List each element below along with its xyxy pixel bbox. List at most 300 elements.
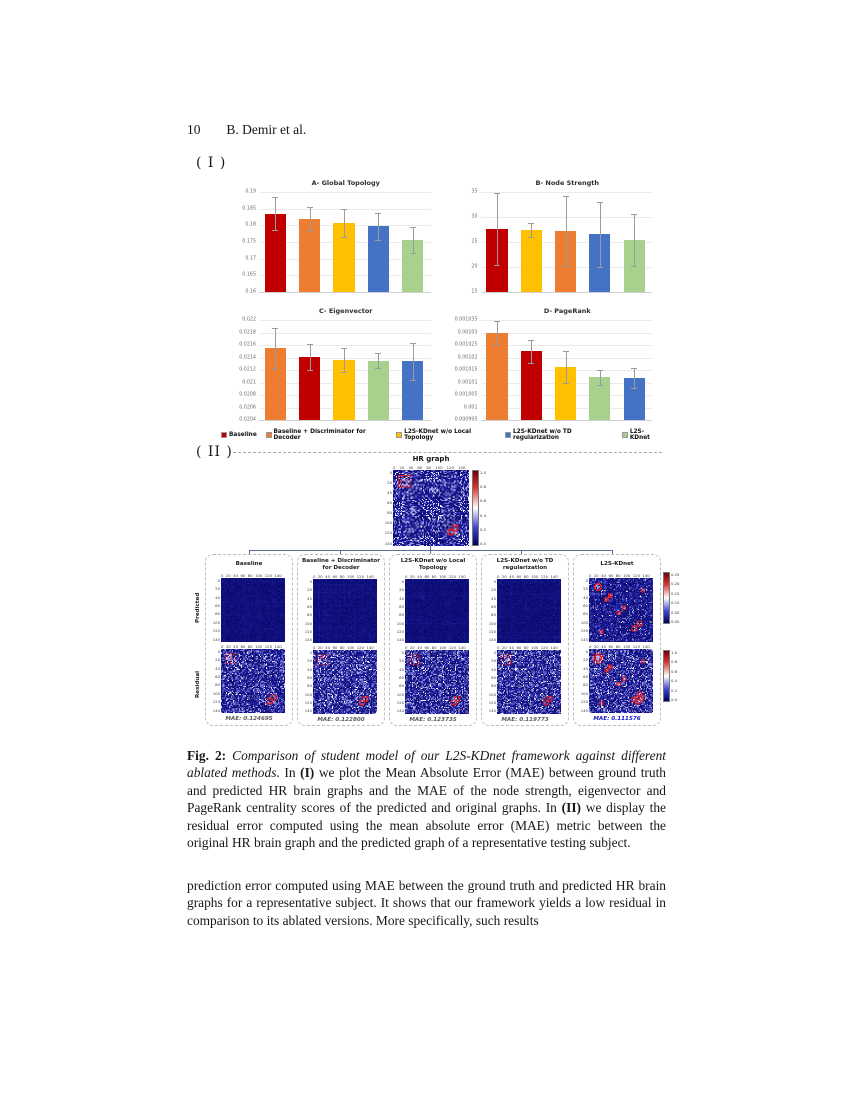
tick-label: 140 [458,573,466,579]
figure-caption [187,747,666,852]
tick-label: 0 [585,649,588,654]
tick-label: 40 [583,665,588,671]
chart-plot-area [242,189,431,295]
tick-label: 20 [387,480,392,486]
residual-heatmap [581,643,653,713]
tick-label: 100 [623,573,631,578]
error-bar-cap [563,196,569,197]
bar-2 [521,230,542,292]
y-tick-label: 0.175 [242,239,256,245]
predicted-matrix [589,578,653,642]
error-bar-cap [272,369,278,370]
colorbar-tick-label: 0.2 [671,687,678,693]
tick-label: 60 [608,573,614,578]
tick-label: 140 [550,573,558,579]
gridline [259,420,431,421]
error-bar-cap [410,380,416,381]
error-bar-cap [410,343,416,344]
gridline [259,192,431,193]
error-bar-cap [272,230,278,231]
hr-graph-heatmap [384,464,469,546]
heatmap-y-ticks [581,649,589,713]
tick-label: 100 [347,644,355,650]
error-bar-cap [494,265,500,266]
gridline [481,292,653,293]
tick-label: 100 [304,691,312,697]
y-tick-label: 0.001025 [454,342,478,348]
tick-label: 40 [325,644,331,650]
y-tick-label: 0.0216 [239,342,256,348]
error-bar-cap [563,383,569,384]
residual-matrix [221,649,285,713]
tick-label: 20 [399,587,404,593]
tick-label: 140 [212,636,220,642]
tick-label: 0 [401,578,404,584]
tick-label: 60 [583,603,588,609]
method-column-title: L2S-KDnet [600,561,634,567]
page-number: 10 [187,122,201,137]
tick-label: 140 [274,644,282,649]
y-tick-label: 0.022 [242,317,256,323]
tick-label: 100 [580,690,588,696]
caption-segment: (II) [561,800,581,816]
hr-graph-matrix [393,470,469,546]
tick-label: 60 [583,674,588,680]
colorbar-tick-label: 0.05 [671,609,680,615]
error-bar-cap [375,240,381,241]
error-bar [413,343,414,381]
tick-label: 100 [255,573,263,578]
tick-label: 80 [491,683,496,689]
hr-graph-title: HR graph [412,455,450,463]
tick-label: 140 [642,573,650,578]
caption-segment: (I) [300,765,315,781]
error-bar [310,344,311,370]
tick-label: 40 [408,465,414,470]
error-bar [378,213,379,240]
tick-label: 60 [387,500,392,506]
residual-heatmap [489,644,561,714]
tick-label: 60 [608,644,614,649]
error-bar-cap [494,344,500,345]
error-bar [600,370,601,385]
error-bar-cap [631,368,637,369]
tick-label: 40 [215,594,220,600]
error-bar-cap [631,214,637,215]
tick-label: 140 [488,708,496,714]
legend-item-4 [505,429,613,441]
error-bar-cap [563,351,569,352]
tick-label: 140 [488,637,496,643]
residual-heatmap [213,643,285,713]
tick-label: 80 [583,611,588,617]
tick-label: 100 [623,644,631,649]
residual-colorbar [663,650,679,702]
tick-label: 80 [583,682,588,688]
tick-label: 20 [307,658,312,664]
colorbar-tick-label: 1.0 [480,470,487,475]
tick-label: 60 [215,603,220,609]
chart-node-strength [443,176,663,300]
error-bar-cap [341,237,347,238]
tick-label: 140 [580,707,588,713]
y-tick-label: 0.17 [245,256,256,262]
tick-label: 0 [585,578,588,583]
part2-dashed-separator [233,452,662,453]
predicted-colorbar-gradient [663,572,670,624]
legend-label: L2S-KDnet [629,429,650,441]
tick-label: 0 [221,644,224,649]
heatmap-y-ticks [305,650,313,714]
tick-label: 80 [431,573,437,579]
tick-label: 0 [493,578,496,584]
error-bar [413,227,414,254]
chart-plot-area [471,189,653,295]
chart-title: B- Node Strength [535,179,600,187]
tick-label: 20 [215,657,220,663]
tick-label: 20 [583,657,588,663]
colorbar-tick-label: 0.4 [671,678,678,684]
bar-chart-grid [221,176,662,428]
method-column-title: Baseline + Discriminator for Decoder [301,558,380,571]
tick-label: 0 [309,578,312,584]
tick-label: 20 [593,573,599,578]
residual-heatmap [305,644,377,714]
tick-label: 100 [531,644,539,650]
tick-label: 20 [501,573,507,579]
hr-colorbar-gradient [472,470,479,546]
error-bar-cap [631,388,637,389]
tick-label: 120 [448,573,457,579]
tick-label: 140 [457,465,466,470]
chart-title: D- PageRank [543,307,591,315]
gridline [481,192,653,193]
gridline [259,320,431,321]
tick-label: 120 [396,700,404,706]
colorbar-tick-label: 0.00 [671,618,680,624]
tick-label: 80 [399,683,404,689]
tick-label: 80 [339,644,345,650]
tick-label: 120 [304,700,312,706]
gridline [259,345,431,346]
y-tick-label: 35 [471,189,478,195]
tick-label: 0 [589,573,592,578]
error-bar [497,193,498,265]
error-bar [378,353,379,368]
tick-label: 120 [212,699,220,705]
error-bar [344,348,345,372]
error-bar [344,209,345,237]
y-tick-label: 0.0206 [239,405,256,410]
mae-value: MAE: 0.119773 [501,716,549,723]
tick-label: 100 [212,619,220,625]
error-bar-cap [341,209,347,210]
error-bar [566,351,567,384]
colorbar-tick-label: 0.0 [480,540,487,546]
tick-label: 80 [426,465,432,470]
chart-pagerank [443,304,663,428]
running-head-authors: B. Demir et al. [226,122,307,137]
error-bar-cap [341,372,347,373]
tick-label: 120 [356,573,365,579]
error-bar [634,214,635,266]
caption-segment: we plot the Mean Absolute Error (MAE) between ground truth and predicted HR brain graphs and the MAE of the node strength, eigenvector and PageRank centrality scores of the predicted and original graphs. In [187,765,666,816]
tick-label: 140 [642,644,650,649]
colorbar-tick-label: 0.6 [480,498,487,504]
tick-label: 80 [615,644,621,649]
y-tick-label: 0.001035 [454,317,478,323]
colorbar-tick-label: 0.8 [480,484,487,490]
error-bar-cap [563,266,569,267]
tick-label: 140 [366,644,374,650]
y-tick-label: 30 [471,214,478,220]
tick-label: 80 [523,644,529,650]
error-bar-cap [410,227,416,228]
error-bar [531,223,532,237]
tick-label: 20 [491,658,496,664]
predicted-heatmap [213,572,285,642]
tick-label: 0 [393,465,396,470]
method-column-4 [481,554,569,726]
tick-label: 140 [550,644,558,650]
y-tick-label: 0.19 [245,189,256,195]
tick-label: 20 [399,465,405,470]
error-bar-cap [494,193,500,194]
error-bar [531,340,532,363]
tick-label: 20 [593,644,599,649]
figure-part1-label: ( I ) [196,155,227,171]
tick-label: 80 [387,510,392,516]
error-bar-cap [272,328,278,329]
tick-label: 80 [339,573,345,579]
tick-label: 120 [580,699,588,705]
y-tick-label: 0.185 [242,206,256,212]
comparison-panel [205,554,661,726]
tick-label: 60 [307,675,312,681]
caption-segment: Fig. 2: [187,748,233,763]
tick-label: 80 [399,612,404,618]
error-bar-cap [307,231,313,232]
tick-label: 40 [601,573,607,578]
tick-label: 20 [215,586,220,592]
tick-label: 0 [497,573,500,579]
tick-label: 20 [583,586,588,592]
heatmap-y-ticks [213,578,221,642]
chart-plot-area [454,317,653,423]
predicted-matrix [405,579,469,643]
heatmap-y-ticks [489,650,497,714]
tick-label: 100 [347,573,355,579]
error-bar-cap [528,223,534,224]
tick-label: 0 [389,470,392,475]
tick-label: 0 [589,644,592,649]
tick-label: 140 [274,573,282,578]
y-tick-label: 0.18 [245,222,256,228]
tick-label: 60 [240,644,246,649]
predicted-heatmap [397,573,469,643]
panel-colorbars [663,572,679,702]
tick-label: 120 [540,644,549,650]
heatmap-y-ticks [397,579,405,643]
heatmap-y-ticks [305,579,313,643]
tick-label: 120 [488,629,496,635]
predicted-colorbar-labels [671,572,679,624]
tick-label: 20 [409,573,415,579]
error-bar-cap [597,370,603,371]
tick-label: 40 [215,665,220,671]
tick-label: 80 [215,682,220,688]
tick-label: 40 [307,595,312,601]
error-bar-cap [375,353,381,354]
y-tick-label: 0.16 [245,289,256,295]
y-tick-label: 0.00101 [457,380,478,385]
hr-graph-block [384,455,494,546]
gridline [481,420,653,421]
tick-label: 100 [488,691,496,697]
tick-label: 120 [304,629,312,635]
bar-1 [486,333,507,421]
tick-label: 140 [366,573,374,579]
mae-value: MAE: 0.124695 [225,716,273,722]
tick-label: 120 [580,628,588,634]
tick-label: 80 [247,644,253,649]
method-column-title: Baseline [235,561,263,567]
tick-label: 120 [264,644,273,649]
colorbar-tick-label: 0.4 [480,512,487,518]
error-bar-cap [597,202,603,203]
colorbar-tick-label: 0.2 [480,526,487,532]
heatmap-y-ticks [213,649,221,713]
tick-label: 80 [431,644,437,650]
connector-crossbar [249,550,613,551]
error-bar-cap [307,344,313,345]
heatmap-y-ticks [397,650,405,714]
tick-label: 100 [384,520,392,526]
tick-label: 20 [317,573,323,579]
chart-title: A- Global Topology [311,179,380,187]
tick-label: 0 [313,573,316,579]
gridline [481,320,653,321]
tick-label: 60 [491,604,496,610]
tick-label: 60 [240,573,246,578]
predicted-matrix [313,579,377,643]
y-tick-label: 0.021 [242,380,256,385]
y-tick-label: 0.0208 [239,392,256,398]
row-label-predicted: Predicted [195,592,201,623]
tick-label: 120 [212,628,220,634]
tick-label: 0 [217,649,220,654]
tick-label: 100 [488,620,496,626]
tick-label: 40 [399,595,404,601]
error-bar-cap [528,237,534,238]
tick-label: 120 [632,573,641,578]
tick-label: 60 [332,644,338,650]
tick-label: 120 [446,465,454,470]
legend-swatch [396,432,402,438]
tick-label: 140 [396,708,404,714]
error-bar-cap [410,253,416,254]
tick-label: 60 [516,573,522,579]
tick-label: 80 [307,683,312,689]
predicted-heatmap [489,573,561,643]
hr-graph-colorbar [472,470,486,546]
method-column-title: L2S-KDnet w/o Local Topology [400,558,466,571]
tick-label: 60 [424,644,430,650]
error-bar [600,202,601,267]
gridline [259,292,431,293]
residual-matrix [497,650,561,714]
error-bar-cap [631,266,637,267]
tick-label: 60 [516,644,522,650]
y-tick-label: 0.00103 [457,330,478,335]
legend-label: L2S-KDnet w/o Local Topology [404,429,472,441]
y-tick-label: 0.001 [463,405,478,410]
tick-label: 60 [399,675,404,681]
tick-label: 80 [491,612,496,618]
residual-colorbar-labels [671,650,677,702]
error-bar-cap [528,340,534,341]
legend-label: Baseline [229,432,257,438]
legend-swatch [622,432,628,438]
predicted-matrix [221,578,285,642]
error-bar [275,328,276,369]
residual-colorbar-gradient [663,650,670,702]
tick-label: 0 [221,573,224,578]
tick-label: 40 [509,573,515,579]
predicted-heatmap [581,572,653,642]
tick-label: 0 [493,649,496,655]
legend-label: Baseline + Discriminator for Decoder [273,429,366,441]
tick-label: 120 [540,573,549,579]
error-bar [497,321,498,344]
tick-label: 0 [217,578,220,583]
colorbar-tick-label: 0.10 [671,600,680,606]
tick-label: 140 [304,708,312,714]
method-column-5 [573,554,661,726]
tick-label: 100 [439,573,447,579]
bar-4 [368,361,389,420]
tick-label: 0 [405,644,408,650]
tick-label: 100 [580,619,588,625]
error-bar [275,197,276,230]
tick-label: 40 [417,644,423,650]
caption-segment: . In [276,765,301,781]
tick-label: 80 [247,573,253,578]
tick-label: 140 [458,644,466,650]
tick-label: 40 [491,595,496,601]
tick-label: 120 [632,644,641,649]
hr-graph-y-ticks [384,470,393,546]
tick-label: 80 [215,611,220,617]
method-column-title: L2S-KDnet w/o TD regularization [496,558,554,571]
y-tick-label: 0.0214 [239,355,256,360]
colorbar-tick-label: 0.20 [671,581,680,587]
tick-label: 120 [264,573,273,578]
y-tick-label: 0.0212 [239,367,256,373]
tick-label: 60 [307,604,312,610]
tick-label: 60 [424,573,430,579]
legend-item-2 [266,429,388,441]
error-bar [566,196,567,266]
method-column-2 [297,554,385,726]
colorbar-tick-label: 0.0 [671,696,678,702]
tick-label: 100 [255,644,263,649]
tick-label: 120 [384,530,392,536]
mae-value: MAE: 0.111576 [593,716,641,722]
legend-swatch [266,432,272,438]
residual-matrix [313,650,377,714]
hr-colorbar-labels [480,470,486,546]
